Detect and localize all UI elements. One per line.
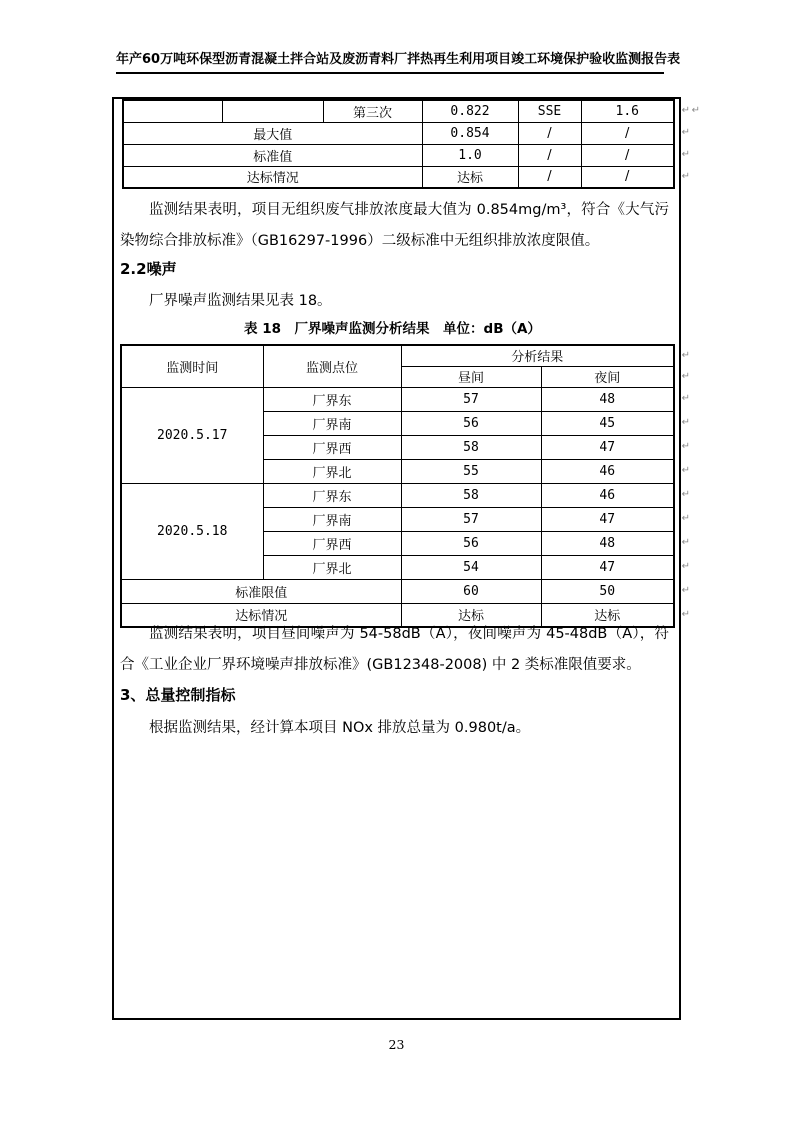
- night-value-cell: [541, 411, 691, 435]
- day-value-cell: 58: [401, 435, 541, 459]
- sample-round-cell: 第三次: [323, 100, 422, 122]
- row-label-cell: 标准值: [123, 144, 422, 166]
- paragraph-mark-icon: ↵: [681, 170, 690, 182]
- analysis-result-header: [401, 345, 691, 366]
- paragraph-mark-icon: ↵: [681, 127, 690, 138]
- night-compliance-value: 达标: [594, 609, 621, 625]
- standard-value-cell: 1.0: [422, 144, 518, 166]
- paragraph-mark-icon: ↵: [681, 105, 690, 117]
- night-value-cell: [541, 435, 691, 459]
- point-cell: 厂界东: [263, 387, 401, 411]
- paragraph-mark-icon: ↵: [681, 465, 691, 476]
- day-value-cell: 57: [401, 507, 541, 531]
- point-cell: 厂界西: [263, 435, 401, 459]
- night-value: 45: [599, 415, 616, 431]
- paragraph-mark-icon: ↵: [681, 489, 691, 500]
- row-label-cell: 达标情况: [121, 603, 401, 627]
- analysis-result-label: 分析结果: [511, 350, 564, 366]
- table18-caption: 表 18 厂界噪声监测分析结果 单位：dB（A）: [244, 321, 541, 337]
- max-value-cell: 0.854: [422, 122, 518, 144]
- night-value: 47: [599, 511, 616, 527]
- empty-cell: [222, 100, 323, 122]
- paragraph-mark-icon: ↵: [681, 149, 690, 160]
- day-value-cell: 56: [401, 531, 541, 555]
- day-value-cell: 57: [401, 387, 541, 411]
- point-cell: 厂界南: [263, 411, 401, 435]
- point-cell: 厂界西: [263, 531, 401, 555]
- gas-table-row-standard: [123, 144, 674, 166]
- night-value: 47: [599, 439, 616, 455]
- slash-cell: [581, 166, 690, 188]
- day-compliance-cell: 达标: [401, 603, 541, 627]
- report-form-border: [112, 97, 700, 1020]
- paragraph-mark-icon: ↵: [681, 513, 691, 524]
- monitoring-time-header: 监测时间: [121, 345, 263, 387]
- paragraph-mark-icon: ↵: [681, 417, 691, 428]
- document-header-title: 年产60万吨环保型沥青混凝土拌合站及废沥青料厂拌热再生利用项目竣工环境保护验收监测报告表: [116, 48, 664, 74]
- slash-cell: [581, 144, 690, 166]
- night-value-cell: [541, 387, 691, 411]
- day-value-cell: 58: [401, 483, 541, 507]
- gas-result-paragraph: 监测结果表明，项目无组织废气排放浓度最大值为 0.854mg/m³，符合《大气污染物综合排放标准》（GB16297-1996）二级标准中无组织排放浓度限值。: [120, 202, 669, 249]
- paragraph-mark-icon: ↵: [681, 349, 691, 361]
- noise-row: [121, 387, 674, 411]
- page-number: 23: [388, 1037, 405, 1052]
- night-value-cell: [541, 483, 691, 507]
- slash-cell: /: [518, 166, 581, 188]
- slash-value: /: [625, 147, 630, 163]
- night-value: 48: [599, 391, 616, 407]
- section-heading-total-control: 3、总量控制指标: [120, 686, 236, 704]
- nighttime-label: 夜间: [594, 371, 621, 386]
- wind-speed-cell: [581, 100, 700, 122]
- slash-cell: /: [518, 122, 581, 144]
- monitoring-date-cell: 2020.5.18: [121, 483, 263, 579]
- night-limit-cell: [541, 579, 691, 603]
- paragraph-mark-icon: ↵: [681, 393, 691, 404]
- day-value-cell: 54: [401, 555, 541, 579]
- point-cell: 厂界东: [263, 483, 401, 507]
- paragraph-mark-icon: ↵: [681, 561, 691, 572]
- gas-table-row-compliance: [123, 166, 674, 188]
- empty-cell: [123, 100, 222, 122]
- concentration-cell: 0.822: [422, 100, 518, 122]
- gas-table-row-third: [123, 100, 674, 122]
- night-value: 46: [599, 463, 616, 479]
- night-value: 47: [599, 559, 616, 575]
- monitoring-date-cell: 2020.5.17: [121, 387, 263, 483]
- slash-cell: [581, 122, 690, 144]
- night-value-cell: [541, 507, 691, 531]
- slash-value: /: [625, 169, 630, 185]
- night-value-cell: [541, 531, 691, 555]
- night-value-cell: [541, 459, 691, 483]
- gas-table-row-max: [123, 122, 674, 144]
- night-limit-value: 50: [599, 583, 616, 599]
- section-heading-noise: 2.2噪声: [120, 260, 177, 278]
- wind-speed-value: 1.6: [615, 103, 639, 119]
- slash-value: /: [625, 125, 630, 141]
- noise-row: [121, 483, 674, 507]
- paragraph-mark-icon: ↵: [681, 585, 691, 596]
- total-control-paragraph: 根据监测结果，经计算本项目 NOx 排放总量为 0.980t/a。: [149, 720, 531, 736]
- paragraph-mark-icon: ↵: [681, 370, 691, 382]
- slash-cell: /: [518, 144, 581, 166]
- paragraph-mark-icon: ↵: [681, 537, 691, 548]
- point-cell: 厂界北: [263, 555, 401, 579]
- row-label-cell: 最大值: [123, 122, 422, 144]
- day-value-cell: 55: [401, 459, 541, 483]
- compliance-value-cell: 达标: [422, 166, 518, 188]
- point-cell: 厂界南: [263, 507, 401, 531]
- wind-direction-cell: SSE: [518, 100, 581, 122]
- night-value-cell: [541, 555, 691, 579]
- day-limit-cell: 60: [401, 579, 541, 603]
- day-value-cell: 56: [401, 411, 541, 435]
- noise-intro-paragraph: 厂界噪声监测结果见表 18。: [149, 293, 332, 309]
- night-value: 46: [599, 487, 616, 503]
- gas-monitoring-table: [122, 99, 700, 189]
- point-cell: 厂界北: [263, 459, 401, 483]
- daytime-header: 昼间: [401, 366, 541, 387]
- row-label-cell: 标准限值: [121, 579, 401, 603]
- noise-header-row-1: [121, 345, 674, 366]
- nighttime-header: [541, 366, 691, 387]
- noise-result-paragraph: 监测结果表明，项目昼间噪声为 54-58dB（A），夜间噪声为 45-48dB（A），符合《工业企业厂界环境噪声排放标准》(GB12348-2008) 中 2 类标准限值要求。: [120, 626, 669, 673]
- paragraph-mark-icon: ↵: [681, 441, 691, 452]
- row-label-cell: 达标情况: [123, 166, 422, 188]
- monitoring-point-header: 监测点位: [263, 345, 401, 387]
- noise-limit-row: [121, 579, 674, 603]
- paragraph-mark-icon: ↵: [691, 105, 700, 117]
- paragraph-mark-icon: ↵: [681, 608, 691, 620]
- noise-monitoring-table: [120, 344, 691, 628]
- night-value: 48: [599, 535, 616, 551]
